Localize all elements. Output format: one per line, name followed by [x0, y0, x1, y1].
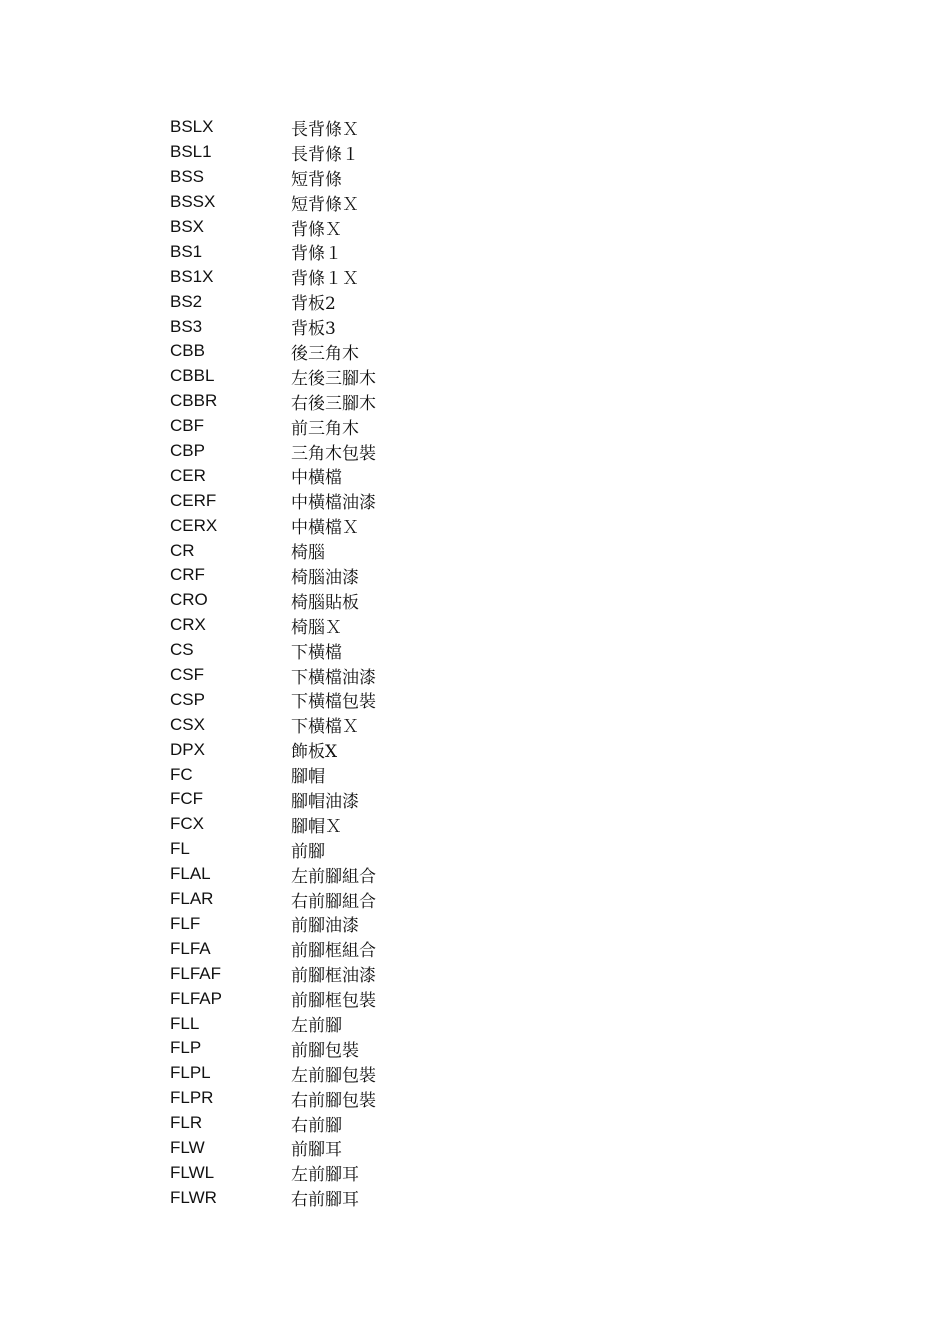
part-code: FLFA — [170, 938, 211, 958]
part-description: 前腳框油漆 — [291, 966, 376, 987]
list-item — [170, 1086, 376, 1111]
part-code: FL — [170, 839, 190, 859]
list-item — [170, 912, 376, 937]
part-code: CR — [170, 540, 195, 560]
list-item — [170, 140, 376, 165]
part-code: CSP — [170, 689, 205, 709]
list-item — [170, 215, 376, 240]
part-description: 右前腳 — [291, 1115, 342, 1136]
list-item — [170, 663, 376, 688]
list-item — [170, 115, 376, 140]
list-item — [170, 1111, 376, 1136]
part-description: 中橫檔Ｘ — [291, 518, 359, 539]
list-item — [170, 513, 376, 538]
part-description: 椅腦油漆 — [291, 567, 359, 588]
part-description: 三角木包裝 — [291, 443, 376, 464]
part-code: DPX — [170, 739, 205, 759]
list-item — [170, 687, 376, 712]
part-description: 椅腦Ｘ — [291, 617, 342, 638]
part-description: 前腳框包裝 — [291, 991, 376, 1012]
list-item — [170, 986, 376, 1011]
list-item — [170, 1136, 376, 1161]
part-code: FLW — [170, 1137, 205, 1157]
part-code: BS3 — [170, 316, 203, 336]
part-code: CRF — [170, 565, 205, 585]
list-item — [170, 588, 376, 613]
part-code: BS1X — [170, 266, 214, 286]
part-code: BSSX — [170, 192, 216, 212]
part-code: FLFAP — [170, 988, 222, 1008]
part-description: 中橫檔油漆 — [291, 493, 376, 514]
part-description: 左前腳組合 — [291, 866, 376, 887]
part-code: FLWL — [170, 1162, 215, 1182]
part-description: 右前腳包裝 — [291, 1090, 376, 1111]
list-item — [170, 563, 376, 588]
list-item — [170, 1061, 376, 1086]
list-item — [170, 190, 376, 215]
part-description: 椅腦 — [291, 543, 325, 564]
part-description: 前腳油漆 — [291, 916, 359, 937]
code-list — [170, 115, 376, 1210]
part-description: 下橫檔Ｘ — [291, 717, 359, 738]
part-code: BSS — [170, 167, 205, 187]
part-code: CBB — [170, 341, 205, 361]
part-code: CBF — [170, 416, 204, 436]
part-description: 短背條Ｘ — [291, 194, 359, 215]
list-item — [170, 439, 376, 464]
part-code: BSL1 — [170, 142, 212, 162]
part-description: 長背條Ｘ — [291, 119, 359, 140]
part-description: 長背條１ — [291, 144, 359, 165]
part-description: 前腳 — [291, 841, 325, 862]
list-item — [170, 936, 376, 961]
part-code: FLF — [170, 913, 201, 933]
part-code: CRX — [170, 615, 206, 635]
part-description: 飾板X — [291, 742, 338, 763]
list-item — [170, 1036, 376, 1061]
part-description: 前腳框組合 — [291, 941, 376, 962]
part-description: 椅腦貼板 — [291, 592, 359, 613]
list-item — [170, 712, 376, 737]
part-code: FLP — [170, 1038, 202, 1058]
part-description: 前腳耳 — [291, 1140, 342, 1161]
part-description: 下橫檔包裝 — [291, 692, 376, 713]
part-code: BS1 — [170, 241, 203, 261]
part-code: CS — [170, 640, 194, 660]
list-item — [170, 414, 376, 439]
part-description: 右後三腳木 — [291, 393, 376, 414]
part-description: 左前腳包裝 — [291, 1065, 376, 1086]
list-item — [170, 314, 376, 339]
part-description: 腳帽 — [291, 767, 325, 788]
part-code: FLWR — [170, 1187, 217, 1207]
part-code: FLFAF — [170, 963, 222, 983]
part-description: 左前腳 — [291, 1016, 342, 1037]
part-description: 前三角木 — [291, 418, 359, 439]
part-code: BS2 — [170, 291, 203, 311]
list-item — [170, 1185, 376, 1210]
list-item — [170, 638, 376, 663]
part-description: 右前腳耳 — [291, 1190, 359, 1211]
part-description: 背條Ｘ — [291, 219, 342, 240]
part-description: 前腳包裝 — [291, 1040, 359, 1061]
part-code: CERX — [170, 515, 218, 535]
part-description: 下橫檔油漆 — [291, 667, 376, 688]
part-code: FLAR — [170, 889, 214, 909]
part-description: 背板2 — [291, 294, 336, 315]
part-code: FC — [170, 764, 193, 784]
list-item — [170, 862, 376, 887]
part-code: CBBL — [170, 366, 215, 386]
part-code: CBP — [170, 441, 205, 461]
part-description: 腳帽Ｘ — [291, 816, 342, 837]
part-code: FLAL — [170, 864, 211, 884]
part-description: 背條１Ｘ — [291, 269, 359, 290]
part-code: FLL — [170, 1013, 200, 1033]
list-item — [170, 1011, 376, 1036]
part-code: CRO — [170, 590, 208, 610]
list-item — [170, 538, 376, 563]
part-code: CERF — [170, 490, 217, 510]
list-item — [170, 787, 376, 812]
list-item — [170, 613, 376, 638]
part-description: 腳帽油漆 — [291, 792, 359, 812]
part-description: 下橫檔 — [291, 642, 342, 663]
part-description: 左前腳耳 — [291, 1165, 359, 1186]
part-description: 短背條 — [291, 169, 342, 190]
part-code: CER — [170, 465, 206, 485]
list-item — [170, 389, 376, 414]
list-item — [170, 239, 376, 264]
list-item — [170, 264, 376, 289]
list-item — [170, 165, 376, 190]
part-description: 背板3 — [291, 319, 336, 340]
part-description: 背條１ — [291, 244, 342, 265]
part-code: CSF — [170, 665, 204, 685]
part-code: FLPR — [170, 1088, 214, 1108]
part-description: 右前腳組合 — [291, 891, 376, 912]
part-code: CBBR — [170, 391, 218, 411]
part-code: FLR — [170, 1113, 203, 1133]
part-description: 左後三腳木 — [291, 368, 376, 389]
part-code: BSLX — [170, 117, 214, 137]
list-item — [170, 737, 376, 762]
list-item — [170, 812, 376, 837]
list-item — [170, 1160, 376, 1185]
part-code: BSX — [170, 217, 205, 236]
list-item — [170, 837, 376, 862]
part-code: CSX — [170, 714, 205, 734]
list-item — [170, 364, 376, 389]
part-code: FLPL — [170, 1063, 211, 1083]
part-code: FCF — [170, 789, 204, 809]
list-item — [170, 488, 376, 513]
list-item — [170, 762, 376, 787]
list-item — [170, 463, 376, 488]
list-item — [170, 961, 376, 986]
part-code: FCX — [170, 814, 204, 834]
list-item — [170, 339, 376, 364]
list-item — [170, 289, 376, 314]
part-description: 後三角木 — [291, 343, 359, 364]
part-description: 中橫檔 — [291, 468, 342, 489]
list-item — [170, 887, 376, 912]
